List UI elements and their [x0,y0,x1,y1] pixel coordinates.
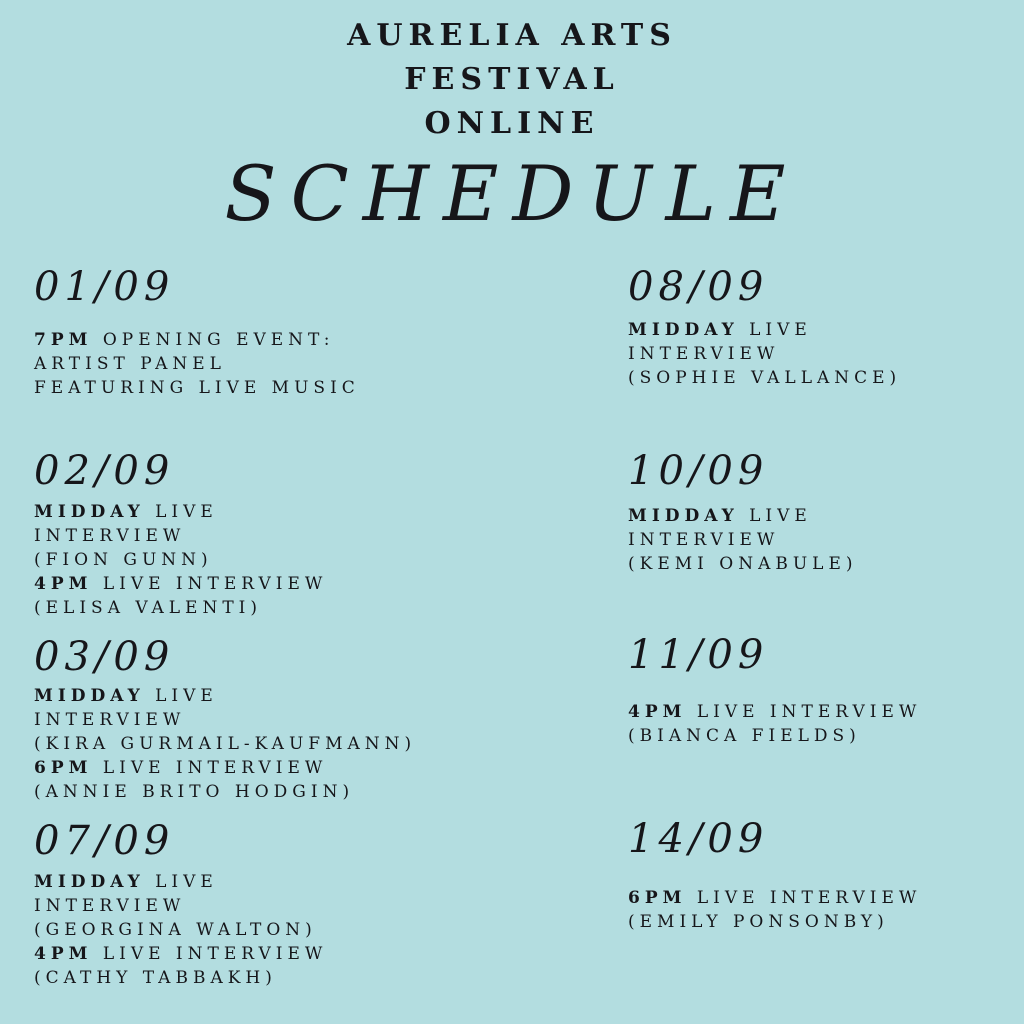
event-line [628,318,901,342]
day-events [34,684,416,804]
schedule-day-right-1 [628,262,901,390]
event-text: LIVE [738,506,812,526]
event-line [628,528,858,552]
festival-title-line-1: AURELIA ARTS [347,18,677,53]
event-line [628,366,901,390]
event-line [34,732,416,756]
event-text: LIVE INTERVIEW [686,702,922,722]
event-text: (CATHY TABBAKH) [34,968,277,988]
event-text: INTERVIEW [34,710,186,730]
event-text: INTERVIEW [628,344,780,364]
event-line [34,780,416,804]
day-date: 10/09 [628,448,769,494]
event-time: 7PM [34,330,93,350]
schedule-day-left-4 [34,816,327,990]
day-events [34,328,360,400]
event-text: LIVE INTERVIEW [92,574,328,594]
event-time: MIDDAY [628,320,739,340]
event-line [34,500,327,524]
event-line [34,756,416,780]
day-events [628,886,921,934]
event-text: (FION GUNN) [34,550,213,570]
event-line [34,524,327,548]
event-text: LIVE [144,686,218,706]
day-date: 02/09 [34,448,175,494]
event-line [34,596,327,620]
event-line [34,328,360,352]
day-date: 03/09 [34,634,175,680]
schedule-day-right-2 [628,446,858,576]
event-text: (EMILY PONSONBY) [628,912,889,932]
schedule-day-right-3 [628,630,921,748]
day-events [34,870,327,990]
event-line [34,942,327,966]
event-text: (KEMI ONABULE) [628,554,858,574]
event-line [34,572,327,596]
event-line [34,966,327,990]
event-line [628,700,921,724]
event-line [34,352,360,376]
day-date: 07/09 [34,818,175,864]
day-events [628,700,921,748]
event-time: MIDDAY [34,686,145,706]
event-time: 6PM [34,758,93,778]
event-text: OPENING EVENT: [92,330,335,350]
schedule-day-left-1 [34,262,360,400]
festival-title [0,14,1024,146]
day-date: 14/09 [628,816,769,862]
event-line [628,886,921,910]
event-text: INTERVIEW [628,530,780,550]
schedule-day-left-2 [34,446,327,620]
event-line [628,724,921,748]
event-line [628,910,921,934]
event-time: MIDDAY [34,872,145,892]
event-text: ARTIST PANEL [34,354,226,374]
event-time: 4PM [34,574,93,594]
event-line [34,548,327,572]
festival-title-line-2: FESTIVAL [404,62,620,97]
event-text: (SOPHIE VALLANCE) [628,368,902,388]
festival-title-line-3: ONLINE [424,106,600,141]
event-text: (GEORGINA WALTON) [34,920,317,940]
event-line [34,918,327,942]
event-line [34,684,416,708]
event-line [34,894,327,918]
day-date: 01/09 [34,264,175,310]
schedule-day-right-4 [628,814,921,934]
event-text: (ELISA VALENTI) [34,598,263,618]
event-text: INTERVIEW [34,526,186,546]
event-time: MIDDAY [34,502,145,522]
day-date: 11/09 [628,632,769,678]
event-line [34,376,360,400]
day-events [34,500,327,620]
event-time: 6PM [628,888,687,908]
schedule-day-left-3 [34,632,416,804]
event-line [628,504,858,528]
event-text: LIVE INTERVIEW [686,888,922,908]
event-text: (KIRA GURMAIL-KAUFMANN) [34,734,417,754]
event-text: LIVE [144,872,218,892]
event-line [628,342,901,366]
event-time: 4PM [34,944,93,964]
event-text: LIVE [144,502,218,522]
event-line [34,708,416,732]
event-time: MIDDAY [628,506,739,526]
day-events [628,318,901,390]
event-line [34,870,327,894]
event-line [628,552,858,576]
event-text: LIVE [738,320,812,340]
event-text: (BIANCA FIELDS) [628,726,861,746]
day-events [628,504,858,576]
event-text: LIVE INTERVIEW [92,758,328,778]
event-time: 4PM [628,702,687,722]
event-text: INTERVIEW [34,896,186,916]
event-text: (ANNIE BRITO HODGIN) [34,782,355,802]
day-date: 08/09 [628,264,769,310]
schedule-heading: SCHEDULE [224,149,800,238]
event-text: FEATURING LIVE MUSIC [34,378,360,398]
event-text: LIVE INTERVIEW [92,944,328,964]
